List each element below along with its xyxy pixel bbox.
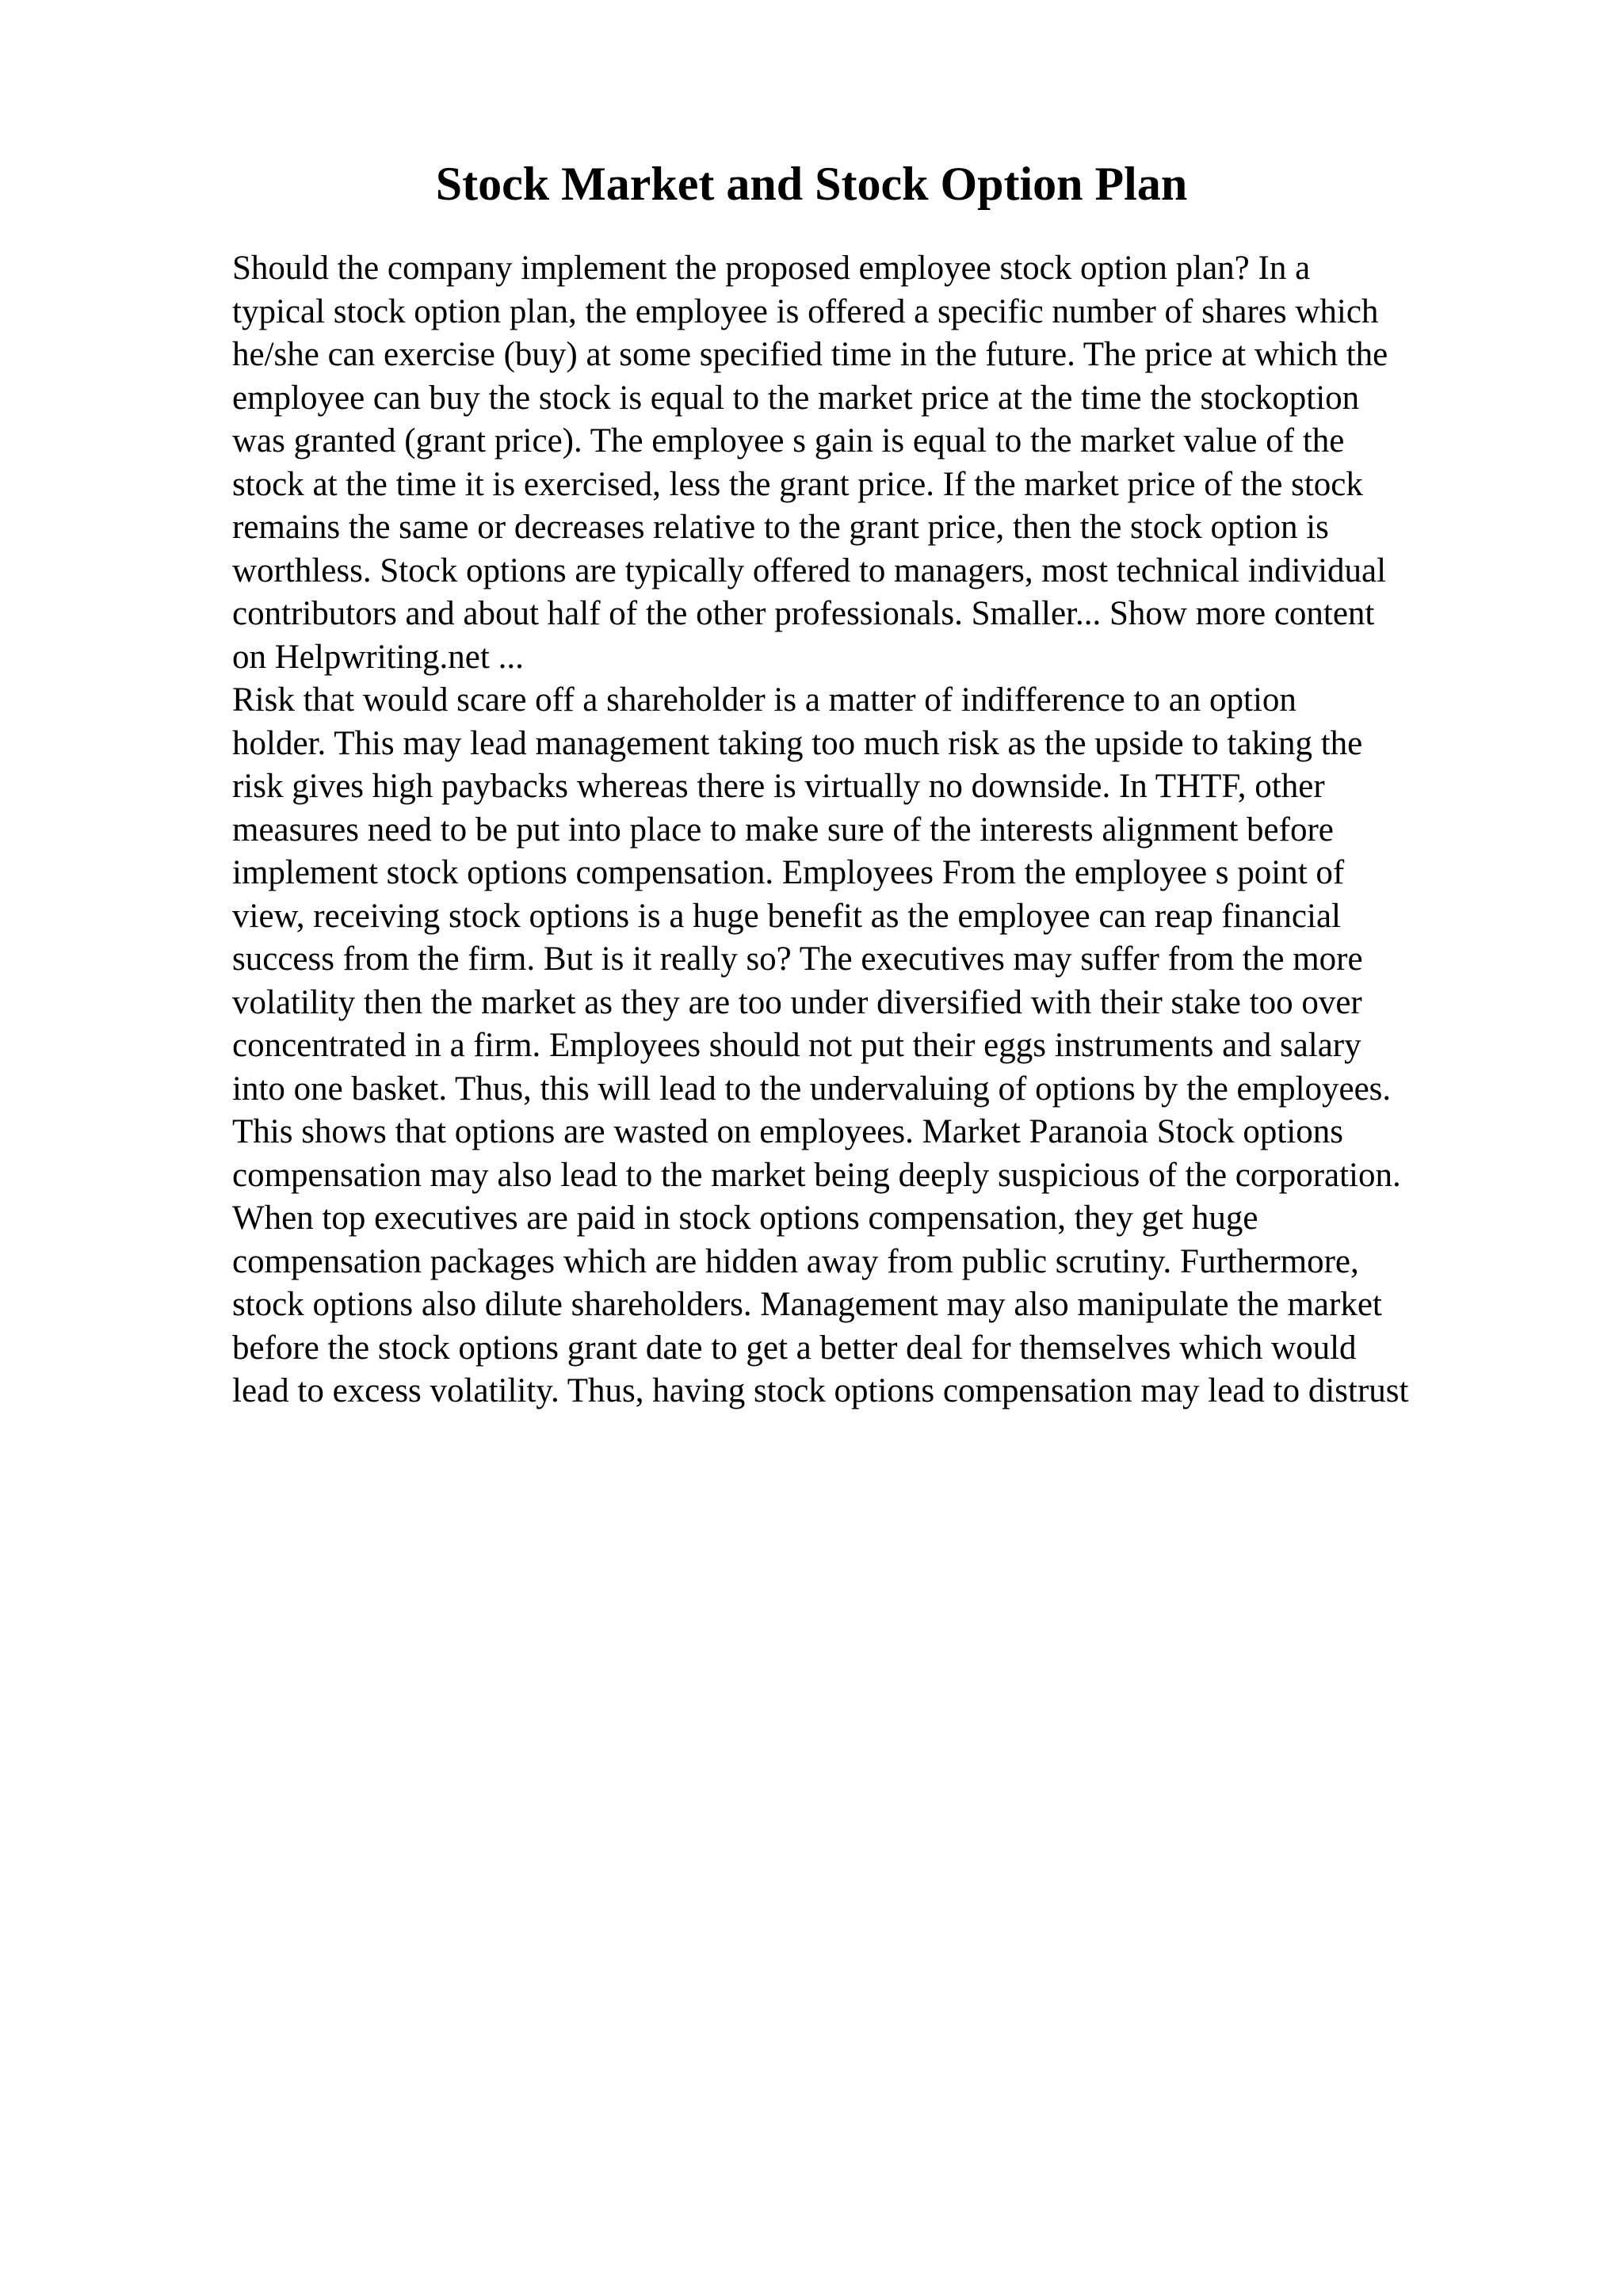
paragraph-2: [232, 679, 1516, 1413]
text-line: measures need to be put into place to make sure of the interests alignment before: [232, 810, 1334, 849]
text-line: This shows that options are wasted on employees. Market Paranoia Stock options: [232, 1113, 1344, 1150]
text-line: Should the company implement the proposed employee stock option plan? In a: [232, 250, 1311, 287]
text-line: When top executives are paid in stock options compensation, they get huge: [232, 1199, 1258, 1237]
text-line: worthless. Stock options are typically offered to managers, most technical individual: [232, 551, 1387, 589]
document-body: [232, 247, 1516, 1413]
text-line: before the stock options grant date to get a better deal for themselves which would: [232, 1329, 1357, 1367]
text-line: remains the same or decreases relative to the grant price, then the stock option is: [232, 509, 1329, 546]
text-line: holder. This may lead management taking too much risk as the upside to taking the: [232, 724, 1363, 762]
text-line: view, receiving stock options is a huge benefit as the employee can reap financial: [232, 897, 1341, 935]
document-title: Stock Market and Stock Option Plan: [435, 158, 1188, 210]
text-line: lead to excess volatility. Thus, having stock options compensation may lead to distrust: [232, 1372, 1409, 1409]
text-line: he/she can exercise (buy) at some specified time in the future. The price at which the: [232, 336, 1388, 373]
text-line: stock at the time it is exercised, less the grant price. If the market price of the stock: [232, 465, 1363, 503]
text-line: was granted (grant price). The employee s gain is equal to the market value of the: [232, 422, 1345, 460]
text-line: stock options also dilute shareholders. Management may also manipulate the market: [232, 1286, 1382, 1323]
text-line: success from the firm. But is it really so? The executives may suffer from the more: [232, 940, 1363, 978]
paragraph-1: [232, 247, 1516, 679]
text-line: contributors and about half of the other professionals. Smaller... Show more content: [232, 595, 1375, 632]
text-line: employee can buy the stock is equal to the market price at the time the stockoption: [232, 379, 1360, 417]
text-line: typical stock option plan, the employee is offered a specific number of shares which: [232, 292, 1379, 330]
text-line: volatility then the market as they are too under diversified with their stake too over: [232, 983, 1362, 1021]
text-line: Risk that would scare off a shareholder is a matter of indifference to an option: [232, 681, 1296, 719]
text-line: compensation packages which are hidden away from public scrutiny. Furthermore,: [232, 1242, 1359, 1280]
text-line: concentrated in a firm. Employees should not put their eggs instruments and salary: [232, 1027, 1361, 1064]
text-line: compensation may also lead to the market being deeply suspicious of the corporation.: [232, 1156, 1401, 1194]
text-line: implement stock options compensation. Employees From the employee s point of: [232, 854, 1345, 891]
text-line: risk gives high paybacks whereas there is virtually no downside. In THTF, other: [232, 768, 1325, 805]
text-line: into one basket. Thus, this will lead to the undervaluing of options by the employees.: [232, 1070, 1392, 1108]
text-line: on Helpwriting.net ...: [232, 638, 524, 676]
